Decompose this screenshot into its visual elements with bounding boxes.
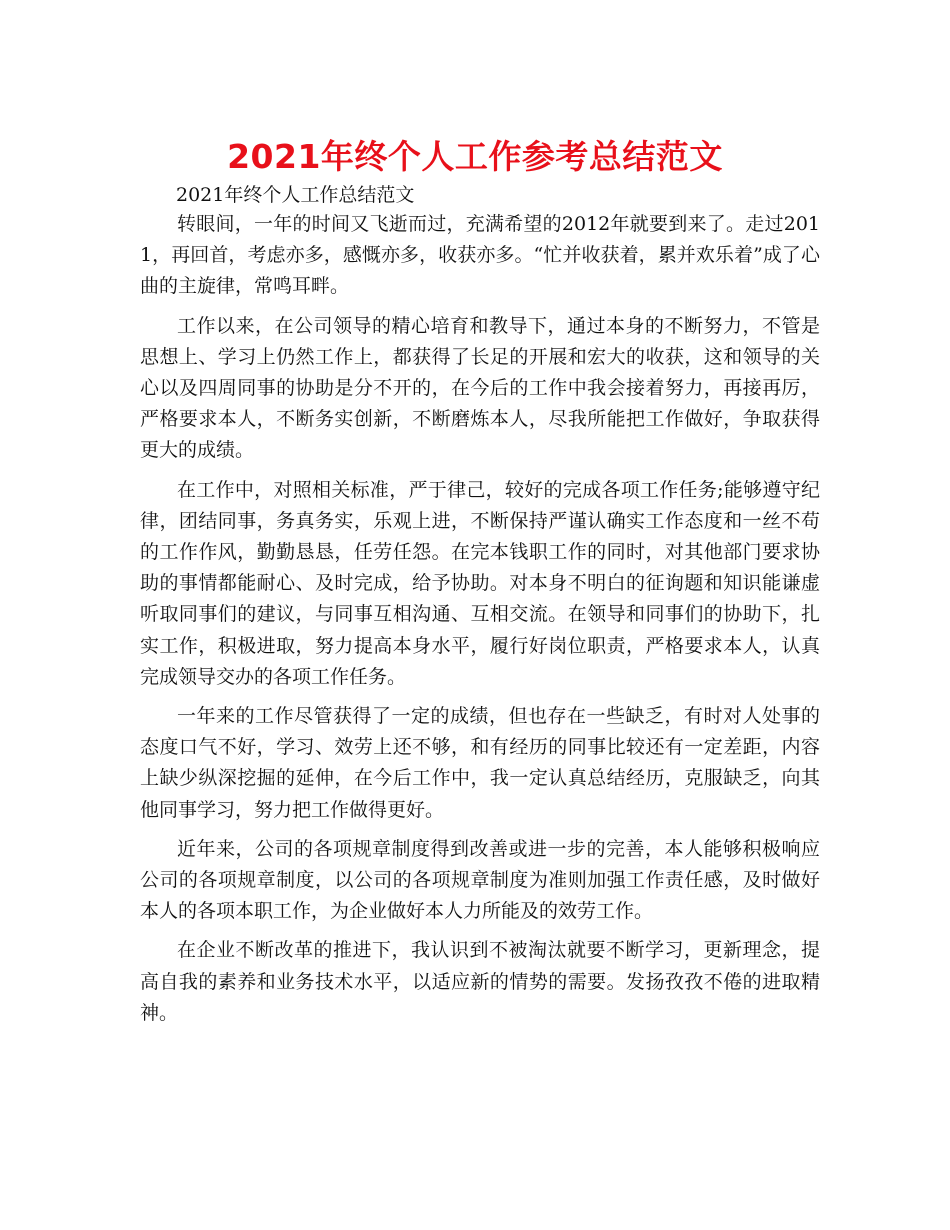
paragraph: 近年来，公司的各项规章制度得到改善或进一步的完善，本人能够积极响应公司的各项规章制度，以公司的各项规章制度为准则加强工作责任感，及时做好本人的各项本职工作，为企业做好本人力所能及的效劳工作。 (140, 837, 820, 923)
document-title: 2021年终个人工作参考总结范文 (227, 137, 723, 176)
paragraph: 在工作中，对照相关标准，严于律己，较好的完成各项工作任务;能够遵守纪律，团结同事，务真务实，乐观上进，不断保持严谨认确实工作态度和一丝不苟的工作作风，勤勤恳恳，任劳任怨。在完本钱职工作的同时，对其他部门要求协助的事情都能耐心、及时完成，给予协助。对本身不明白的征询题和知识能谦虚听取同事们的建议，与同事互相沟通、互相交流。在领导和同事们的协助下，扎实工作，积极进取，努力提高本身水平，履行好岗位职责，严格要求本人，认真完成领导交办的各项工作任务。 (140, 478, 820, 688)
document-subtitle: 2021年终个人工作总结范文 (176, 184, 415, 206)
paragraph: 一年来的工作尽管获得了一定的成绩，但也存在一些缺乏，有时对人处事的态度口气不好，学习、效劳上还不够，和有经历的同事比较还有一定差距，内容上缺少纵深挖掘的延伸，在今后工作中，我一定认真总结经历，克服缺乏，向其他同事学习，努力把工作做得更好。 (140, 705, 820, 821)
paragraph: 转眼间，一年的时间又飞逝而过，充满希望的2012年就要到来了。走过2011，再回首，考虑亦多，感慨亦多，收获亦多。“忙并收获着，累并欢乐着”成了心曲的主旋律，常鸣耳畔。 (140, 213, 820, 298)
document-body (140, 209, 820, 1037)
paragraph: 在企业不断改革的推进下，我认识到不被淘汰就要不断学习，更新理念，提高自我的素养和业务技术水平，以适应新的情势的需要。发扬孜孜不倦的进取精神。 (140, 939, 820, 1024)
paragraph: 工作以来，在公司领导的精心培育和教导下，通过本身的不断努力，不管是思想上、学习上仍然工作上，都获得了长足的开展和宏大的收获，这和领导的关心以及四周同事的协助是分不开的，在今后的工作中我会接着努力，再接再厉，严格要求本人，不断务实创新，不断磨炼本人，尽我所能把工作做好，争取获得更大的成绩。 (140, 314, 820, 462)
